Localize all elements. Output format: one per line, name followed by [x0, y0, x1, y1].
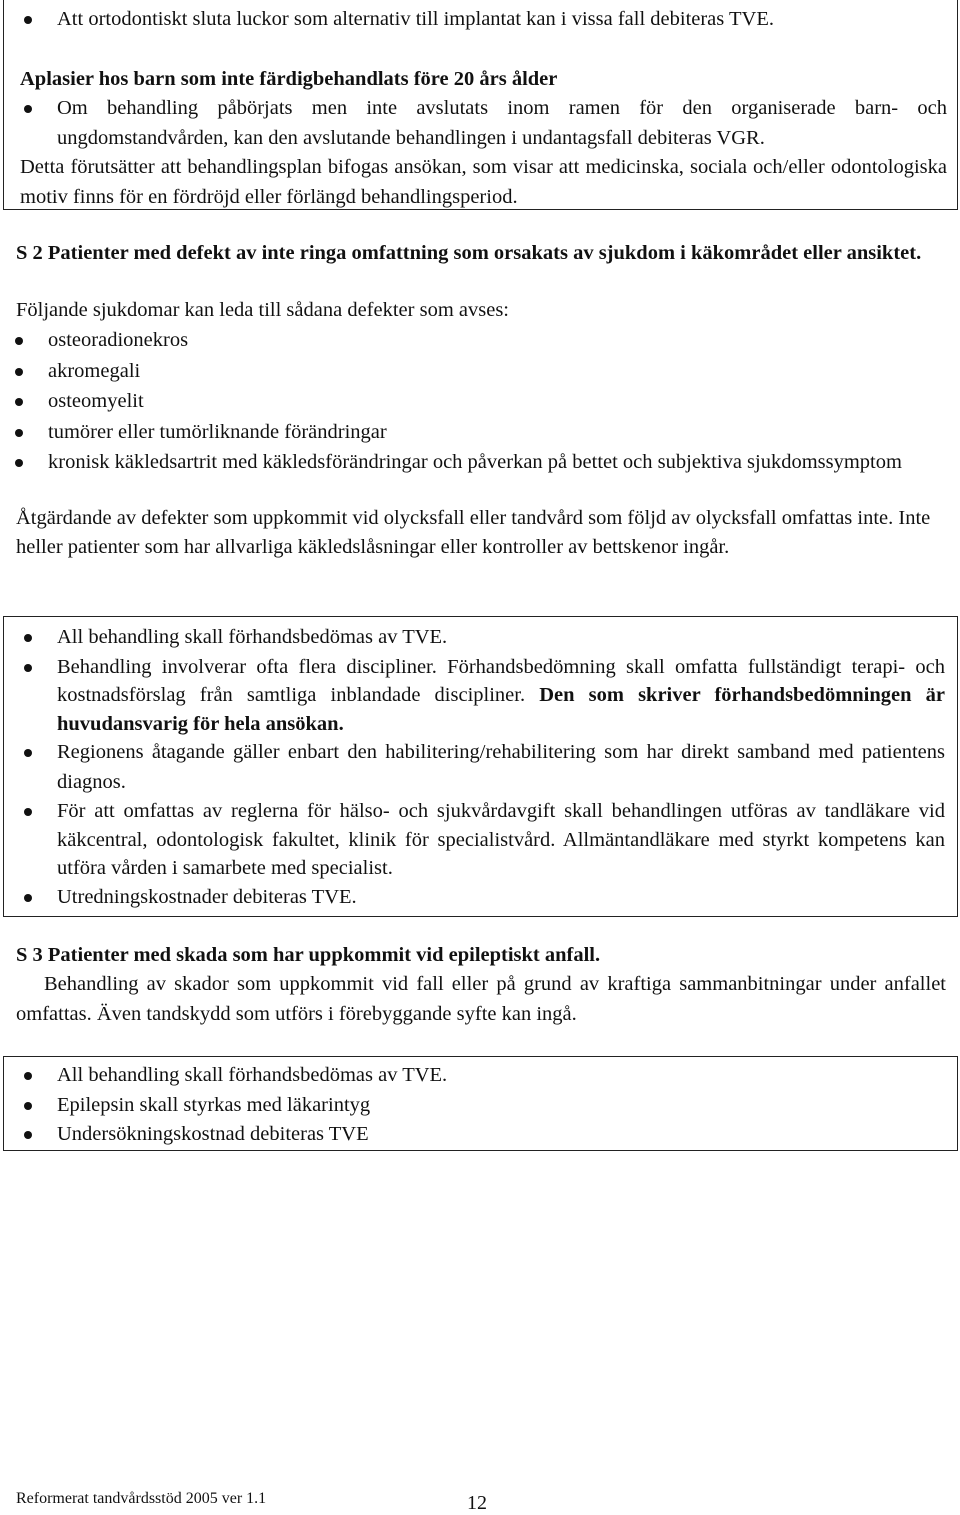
page-number: 12: [467, 1492, 487, 1514]
info-box-s3-rules: [3, 1056, 958, 1151]
s2-intro: Följande sjukdomar kan leda till sådana defekter som avses:: [16, 299, 510, 321]
list-item: Regionens åtagande gäller enbart den habilitering/rehabilitering som har direkt samband med patientens diagnos.: [9, 738, 945, 797]
responsibility-note: Den som skriver förhandsbedömningen är huvudansvarig för hela ansökan.: [57, 684, 945, 735]
list-item: All behandling skall förhandsbedömas av TVE.: [9, 623, 945, 653]
box1-top-list: [9, 5, 947, 35]
box2-list: [9, 623, 945, 912]
info-box-s2-rules: [3, 616, 958, 917]
list-item: akromegali: [0, 357, 936, 387]
list-item: För att omfattas av reglerna för hälso- och sjukvårdavgift skall behandlingen utföras av tandläkare vid käkcentral, odontologisk fakultet, klinik för specialistvård. Allmäntandläkare med styrkt kompetens kan utföra vården i samarbete med specialist.: [9, 797, 945, 883]
list-item: Om behandling påbörjats men inte avslutats inom ramen för den organiserade barn- och ungdomstandvården, kan den avslutande behandlingen i undantagsfall debiteras VGR.: [9, 94, 947, 153]
list-item: Undersökningskostnad debiteras TVE: [9, 1120, 945, 1150]
section-heading-s2: S 2 Patienter med defekt av inte ringa omfattning som orsakats av sjukdom i käkområdet eller ansiktet.: [16, 242, 922, 264]
section-heading-aplasier: Aplasier hos barn som inte färdigbehandlats före 20 års ålder: [20, 67, 558, 90]
info-box-aplasier: [3, 0, 958, 210]
section-heading-s3: S 3 Patienter med skada som har uppkommit vid epileptiskt anfall.: [16, 944, 601, 966]
box1-list: [9, 94, 947, 153]
list-item: osteomyelit: [0, 387, 936, 417]
list-item: Att ortodontiskt sluta luckor som alternativ till implantat kan i vissa fall debiteras TVE.: [9, 5, 947, 35]
list-item: tumörer eller tumörliknande förändringar: [0, 418, 936, 448]
s2-exclusion: Åtgärdande av defekter som uppkommit vid olycksfall eller tandvård som följd av olycksfall omfattas inte. Inte heller patienter som har allvarliga käkledslåsningar eller kontroller av bettskenor ingår.: [16, 507, 931, 558]
s3-paragraph: Behandling av skador som uppkommit vid fall eller på grund av kraftiga sammanbitningar under anfallet omfattas. Även tandskydd som utförs i förebyggande syfte kan ingå.: [16, 973, 946, 1025]
list-item: All behandling skall förhandsbedömas av TVE.: [9, 1061, 945, 1091]
list-item: Utredningskostnader debiteras TVE.: [9, 883, 945, 913]
box1-paragraph: Detta förutsätter att behandlingsplan bifogas ansökan, som visar att medicinska, sociala och/eller odontologiska motiv finns för en fördröjd eller förlängd behandlingsperiod.: [20, 156, 947, 208]
list-item: osteoradionekros: [0, 326, 936, 356]
s2-disease-list: [0, 326, 936, 476]
list-item: kronisk käkledsartrit med käkledsförändringar och påverkan på bettet och subjektiva sjukdomssymptom: [0, 448, 936, 476]
list-item: Behandling involverar ofta flera discipliner. Förhandsbedömning skall omfatta fullständigt terapi- och kostnadsförslag från samtliga inblandade discipliner. Den som skriver förhandsbedömningen är huvudansvarig för hela ansökan.: [9, 653, 945, 739]
list-item: Epilepsin skall styrkas med läkarintyg: [9, 1091, 945, 1121]
box3-list: [9, 1061, 945, 1150]
footer-document-title: Reformerat tandvårdsstöd 2005 ver 1.1: [16, 1490, 267, 1507]
